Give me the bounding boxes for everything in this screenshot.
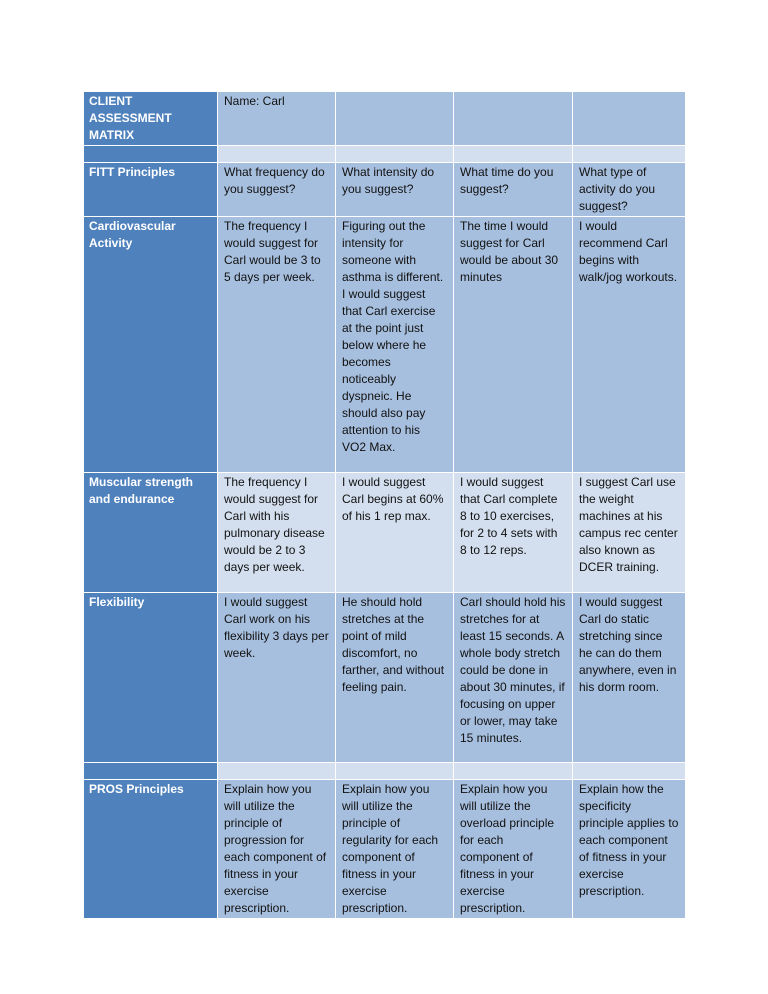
table-cell: Explain how you will utilize the principle of progression for each component of fitness in your exercise prescription.: [218, 780, 336, 919]
row-header: Flexibility: [84, 593, 218, 763]
table-row: [84, 473, 686, 593]
table-cell: [573, 92, 686, 146]
table-cell: [336, 92, 454, 146]
table-cell: What intensity do you suggest?: [336, 163, 454, 217]
table-row: [84, 763, 686, 780]
table-cell: The frequency I would suggest for Carl with his pulmonary disease would be 2 to 3 days per week.: [218, 473, 336, 593]
table-cell: Explain how you will utilize the overload principle for each component of fitness in your exercise prescription.: [454, 780, 573, 919]
table-cell: [336, 763, 454, 780]
table-cell: What time do you suggest?: [454, 163, 573, 217]
table-cell: I would suggest Carl do static stretching since he can do them anywhere, even in his dorm room.: [573, 593, 686, 763]
table-cell: I would suggest Carl work on his flexibility 3 days per week.: [218, 593, 336, 763]
row-header: [84, 146, 218, 163]
table-cell: [218, 763, 336, 780]
table-cell: [336, 146, 454, 163]
table-cell: Carl should hold his stretches for at least 15 seconds. A whole body stretch could be done in about 30 minutes, if focusing on upper or lower, may take 15 minutes.: [454, 593, 573, 763]
table-cell: I suggest Carl use the weight machines at his campus rec center also known as DCER training.: [573, 473, 686, 593]
table-cell: [573, 763, 686, 780]
table-cell: [218, 146, 336, 163]
table-row: [84, 92, 686, 146]
row-header: FITT Principles: [84, 163, 218, 217]
table-cell: What type of activity do you suggest?: [573, 163, 686, 217]
table-cell: [454, 763, 573, 780]
row-header: [84, 763, 218, 780]
table-cell: He should hold stretches at the point of mild discomfort, no farther, and without feeling pain.: [336, 593, 454, 763]
table-cell: The frequency I would suggest for Carl would be 3 to 5 days per week.: [218, 217, 336, 473]
table-cell: What frequency do you suggest?: [218, 163, 336, 217]
table-cell: The time I would suggest for Carl would be about 30 minutes: [454, 217, 573, 473]
table-row: [84, 593, 686, 763]
row-header: CLIENT ASSESSMENT MATRIX: [84, 92, 218, 146]
table-cell: Explain how the specificity principle applies to each component of fitness in your exercise prescription.: [573, 780, 686, 919]
row-header: PROS Principles: [84, 780, 218, 919]
table-cell: [454, 92, 573, 146]
table-row: [84, 163, 686, 217]
table-cell: Explain how you will utilize the principle of regularity for each component of fitness in your exercise prescription.: [336, 780, 454, 919]
matrix-body: [84, 92, 686, 919]
table-cell: Figuring out the intensity for someone with asthma is different. I would suggest that Carl exercise at the point just below where he becomes noticeably dyspneic. He should also pay attention to his VO2 Max.: [336, 217, 454, 473]
table-cell: I would suggest that Carl complete 8 to 10 exercises, for 2 to 4 sets with 8 to 12 reps.: [454, 473, 573, 593]
table-cell: [573, 146, 686, 163]
table-row: [84, 146, 686, 163]
table-cell: Name: Carl: [218, 92, 336, 146]
client-assessment-matrix: [83, 91, 686, 919]
table-cell: I would recommend Carl begins with walk/jog workouts.: [573, 217, 686, 473]
table-cell: I would suggest Carl begins at 60% of his 1 rep max.: [336, 473, 454, 593]
table-row: [84, 217, 686, 473]
row-header: Cardiovascular Activity: [84, 217, 218, 473]
table-row: [84, 780, 686, 919]
row-header: Muscular strength and endurance: [84, 473, 218, 593]
table-cell: [454, 146, 573, 163]
